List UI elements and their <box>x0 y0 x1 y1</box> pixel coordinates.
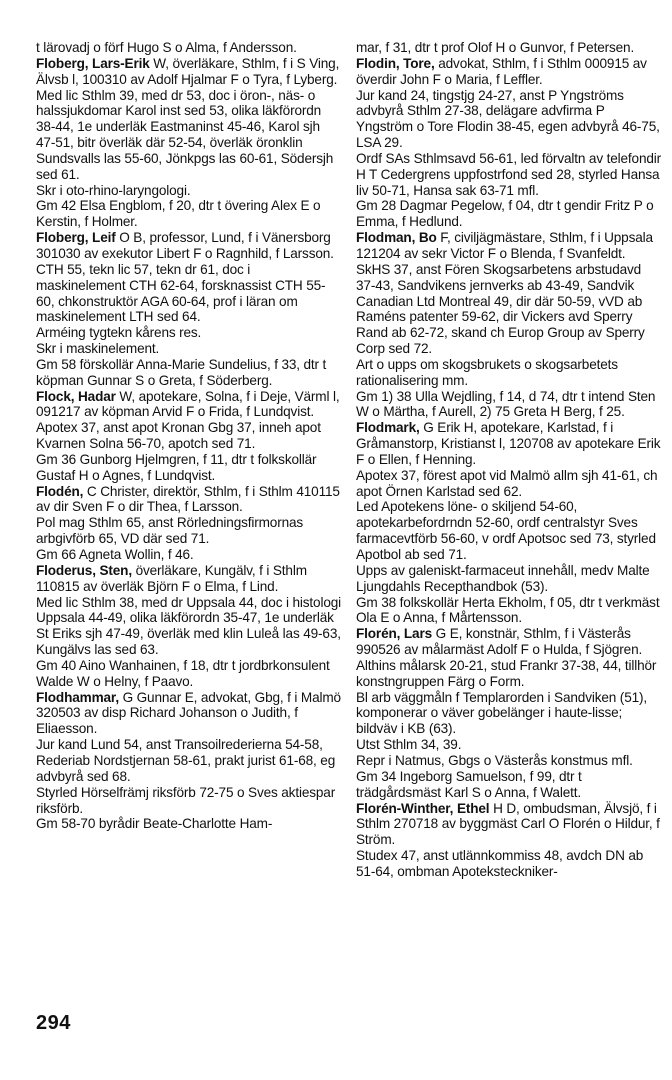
entry-text: advokat, Sthlm, f i Sthlm 000915 av överdir John F o Maria, f Leffler. <box>356 55 647 87</box>
entry-text: Med lic Sthlm 38, med dr Uppsala 44, doc i histologi Uppsala 44-49, olika läkförordn 35-47, 1e underläk St Eriks sjh 47-49, överläk med klin Luleå las 49-63, Kungälvs las sed 63. <box>36 594 342 658</box>
paragraph <box>36 484 342 516</box>
paragraph <box>356 420 662 468</box>
paragraph <box>356 626 662 658</box>
entry-text: G E, konstnär, Sthlm, f i Västerås 990526 av målarmäst Adolf F o Hulda, f Sjögren. <box>356 626 643 658</box>
entry-name: Flodmark, <box>356 420 420 436</box>
paragraph <box>356 88 662 151</box>
paragraph <box>36 341 342 357</box>
paragraph <box>356 690 662 738</box>
paragraph <box>356 595 662 627</box>
entry-text: Althins målarsk 20-21, stud Frankr 37-38, 44, tillhör konstngruppen Färg o Form. <box>356 657 657 689</box>
paragraph <box>36 56 342 88</box>
paragraph <box>356 801 662 849</box>
paragraph <box>356 357 662 389</box>
paragraph <box>36 389 342 421</box>
entry-text: CTH 55, tekn lic 57, tekn dr 61, doc i maskinelement CTH 62-64, forsknassist CTH 55-60, chkonstruktör AGA 60-64, prof i läran om maskinelement LTH sed 64. <box>36 261 326 325</box>
paragraph <box>356 658 662 690</box>
entry-name: Floderus, Sten, <box>36 562 132 578</box>
entry-text: G Erik H, apotekare, Karlstad, f i Gråmanstorp, Kristianst l, 120708 av apotekare Erik F o Ellen, f Henning. <box>356 420 661 467</box>
entry-text: Jur kand 24, tingstjg 24-27, anst P Yngströms advbyrå Sthlm 27-38, delägare advfirma P Yngström o Tore Flodin 38-45, egen advbyrå 46-75, LSA 29. <box>356 87 660 151</box>
entry-text: C Christer, direktör, Sthlm, f i Sthlm 410115 av dir Sven F o dir Thea, f Larsson. <box>36 483 340 515</box>
entry-text: Gm 40 Aino Wanhainen, f 18, dtr t jordbrkonsulent Walde W o Helny, f Paavo. <box>36 657 330 689</box>
paragraph <box>36 325 342 341</box>
paragraph <box>356 40 662 56</box>
entry-name: Florén-Winther, Ethel <box>356 800 490 816</box>
paragraph <box>36 420 342 452</box>
entry-name: Flodén, <box>36 483 84 499</box>
paragraph <box>36 198 342 230</box>
entry-text: Med lic Sthlm 39, med dr 53, doc i öron-, näs- o halssjukdomar Karol inst sed 53, olika läkförordn 38-44, 1e underläk Eastmaninst 45-46, Karol sjh 47-51, bitr överläk där 52-54, överläk öronklin Sundsvalls las 55-60, Jönkpgs las 60-61, Södersjh sed 61. <box>36 87 334 182</box>
paragraph <box>356 198 662 230</box>
entry-text: F, civiljägmästare, Sthlm, f i Uppsala 121204 av sekr Victor F o Blenda, f Svanfeldt. <box>356 230 653 261</box>
entry-text: Skr i oto-rhino-laryngologi. <box>36 182 191 198</box>
entry-name: Flodhammar, <box>36 689 119 705</box>
entry-text: Studex 47, anst utlännkommiss 48, avdch DN ab 51-64, ombman Apoteksteckniker- <box>356 848 644 879</box>
paragraph <box>356 753 662 769</box>
paragraph <box>36 88 342 183</box>
paragraph <box>356 737 662 753</box>
entry-text: SkHS 37, anst Fören Skogsarbetens arbstudavd 37-43, Sandvikens jernverks ab 43-49, Sandvik Canadian Ltd Montreal 49, dir där 50-59, vVD ab Raméns patenter 59-62, dir Vickers avd Sperry Rand ab 62-72, skand ch Europ Group av Sperry Corp sed 72. <box>356 261 645 357</box>
paragraph <box>36 547 342 563</box>
page-number: 294 <box>36 1012 71 1034</box>
paragraph <box>356 563 662 595</box>
paragraph <box>356 468 662 500</box>
paragraph <box>36 816 342 832</box>
entry-text: t lärovadj o förf Hugo S o Alma, f Andersson. <box>36 40 297 55</box>
paragraph <box>36 230 342 262</box>
entry-text: Ordf SAs Sthlmsavd 56-61, led förvaltn av telefondir H T Cedergrens uppfostrfond sed 28, styrled Hansa liv 50-71, Hansa sak 63-71 mfl. <box>356 150 662 198</box>
entry-text: Pol mag Sthlm 65, anst Rörledningsfirmornas arbgivförb 65, VD där sed 71. <box>36 515 304 547</box>
entry-text: Repr i Natmus, Gbgs o Västerås konstmus mfl. <box>356 752 633 768</box>
paragraph <box>356 848 662 880</box>
paragraph <box>356 56 662 88</box>
entry-text: Gm 58-70 byrådir Beate-Charlotte Ham- <box>36 816 273 832</box>
entry-text: Led Apotekens löne- o skiljend 54-60, apotekarbefordrndn 52-60, ordf centralstyr Sves farmacevtförb 56-60, v ordf Apotsoc sed 73, styrled Apotbol ab sed 71. <box>356 499 656 562</box>
paragraph <box>356 230 662 262</box>
paragraph <box>36 357 342 389</box>
entry-text: Gm 28 Dagmar Pegelow, f 04, dtr t gendir Fritz P o Emma, f Hedlund. <box>356 198 654 230</box>
entry-name: Floberg, Lars-Erik <box>36 55 150 71</box>
paragraph <box>356 151 662 199</box>
paragraph <box>36 262 342 325</box>
entry-text: Gm 36 Gunborg Hjelmgren, f 11, dtr t folkskollär Gustaf H o Agnes, f Lundqvist. <box>36 451 317 483</box>
paragraph <box>36 183 342 199</box>
entry-text: Art o upps om skogsbrukets o skogsarbetets rationalisering mm. <box>356 356 618 388</box>
entry-text: O B, professor, Lund, f i Vänersborg 301030 av exekutor Libert F o Ragnhild, f Larsson. <box>36 230 334 261</box>
paragraph <box>36 658 342 690</box>
paragraph <box>36 595 342 658</box>
paragraph <box>36 452 342 484</box>
entry-text: Arméing tygtekn kårens res. <box>36 325 202 341</box>
entry-text: Skr i maskinelement. <box>36 341 160 357</box>
entry-name: Flodman, Bo <box>356 230 437 246</box>
entry-text: Utst Sthlm 34, 39. <box>356 737 462 753</box>
entry-text: Gm 58 förskollär Anna-Marie Sundelius, f 33, dtr t köpman Gunnar S o Greta, f Söderberg. <box>36 356 327 388</box>
entry-text: Gm 34 Ingeborg Samuelson, f 99, dtr t trädgårdsmäst Karl S o Anna, f Walett. <box>356 768 582 800</box>
entry-text: Apotex 37, anst apot Kronan Gbg 37, inneh apot Kvarnen Solna 56-70, apotch sed 71. <box>36 420 321 452</box>
entry-text: Gm 42 Elsa Engblom, f 20, dtr t övering Alex E o Kerstin, f Holmer. <box>36 198 321 230</box>
entry-text: Jur kand Lund 54, anst Transoilrederierna 54-58, Rederiab Nordstjernan 58-61, prakt jurist 61-68, eg advbyrå sed 68. <box>36 737 336 784</box>
entry-text: överläkare, Kungälv, f i Sthlm 110815 av överläk Björn F o Elma, f Lind. <box>36 562 307 594</box>
paragraph <box>36 40 342 56</box>
entry-name: Flock, Hadar <box>36 388 116 404</box>
entry-text: Apotex 37, förest apot vid Malmö allm sjh 41-61, ch apot Örnen Karlstad sed 62. <box>356 467 658 499</box>
paragraph <box>356 262 662 357</box>
entry-text: G Gunnar E, advokat, Gbg, f i Malmö 320503 av disp Richard Johanson o Judith, f Eliaesson. <box>36 689 341 737</box>
paragraph <box>36 737 342 785</box>
paragraph <box>36 515 342 547</box>
entry-text: Bl arb väggmåln f Templarorden i Sandviken (51), komponerar o väver gobelänger i haute-lisse; bildväv i KB (63). <box>356 689 648 737</box>
left-column <box>36 40 342 832</box>
right-column <box>356 40 662 880</box>
paragraph <box>36 785 342 817</box>
entry-text: Upps av galeniskt-farmaceut innehåll, medv Malte Ljungdahls Recepthandbok (53). <box>356 562 650 594</box>
paragraph <box>356 389 662 421</box>
paragraph <box>36 563 342 595</box>
entry-text: Gm 38 folkskollär Herta Ekholm, f 05, dtr t verkmäst Ola E o Anna, f Mårtensson. <box>356 594 660 626</box>
entry-text: W, apotekare, Solna, f i Deje, Värml l, 091217 av köpman Arvid F o Frida, f Lundqvist. <box>36 388 340 420</box>
entry-name: Flodin, Tore, <box>356 55 435 71</box>
entry-text: mar, f 31, dtr t prof Olof H o Gunvor, f Petersen. <box>356 40 635 55</box>
entry-text: W, överläkare, Sthlm, f i S Ving, Älvsb l, 100310 av Adolf Hjalmar F o Tyra, f Lyberg. <box>36 55 340 87</box>
entry-name: Floberg, Leif <box>36 230 116 246</box>
entry-text: Gm 1) 38 Ulla Wejdling, f 14, d 74, dtr t intend Sten W o Märtha, f Aurell, 2) 75 Greta H Berg, f 25. <box>356 388 656 420</box>
entry-text: Styrled Hörselfrämj riksförb 72-75 o Sves aktiespar riksförb. <box>36 784 336 816</box>
entry-text: Gm 66 Agneta Wollin, f 46. <box>36 547 194 562</box>
paragraph <box>356 769 662 801</box>
paragraph <box>356 499 662 562</box>
entry-name: Florén, Lars <box>356 626 433 642</box>
entry-text: H D, ombudsman, Älvsjö, f i Sthlm 270718 av byggmäst Carl O Florén o Hildur, f Ström. <box>356 800 660 848</box>
paragraph <box>36 690 342 738</box>
